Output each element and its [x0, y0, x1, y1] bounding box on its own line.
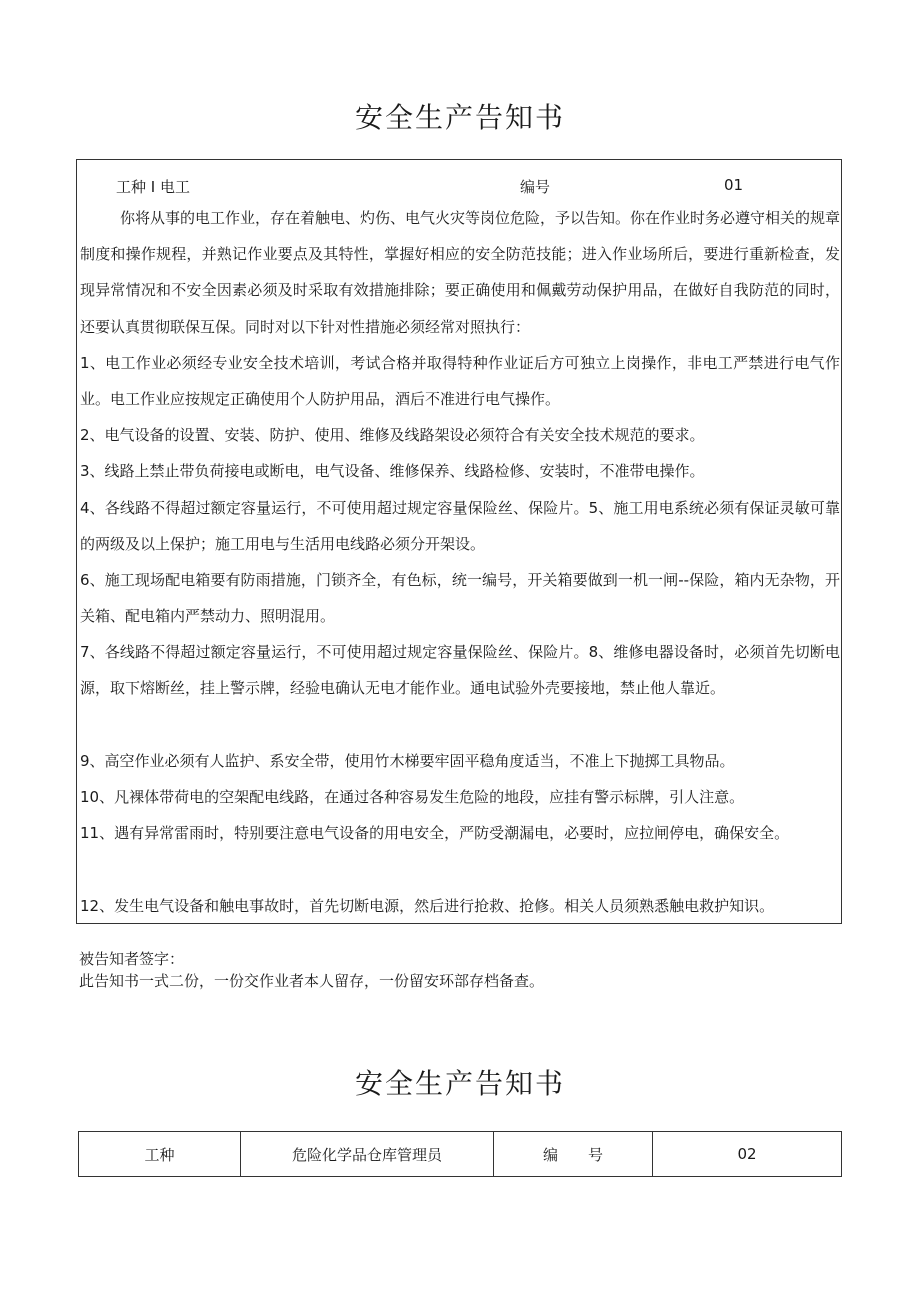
notice2-number-value: 02: [653, 1132, 842, 1177]
notice2-header-row: [79, 1132, 842, 1177]
notice1-intro: 你将从事的电工作业，存在着触电、灼伤、电气火灾等岗位危险，予以告知。你在作业时务必遵守相关的规章制度和操作规程，并熟记作业要点及其特性，掌握好相应的安全防范技能；进入作业场所后，要进行重新检查，发现异常情况和不安全因素必须及时采取有效措施排除；要正确使用和佩戴劳动保护用品，在做好自我防范的同时，还要认真贯彻联保互保。同时对以下针对性措施必须经常对照执行：: [80, 209, 841, 336]
notice1-item-6: 6、施工现场配电箱要有防雨措施，门锁齐全，有色标，统一编号，开关箱要做到一机一闸--保险，箱内无杂物，开关箱、配电箱内严禁动力、照明混用。: [80, 571, 840, 626]
notice2-title: 安全生产告知书: [354, 1067, 565, 1100]
copies-note: 此告知书一式二份，一份交作业者本人留存，一份留安环部存档备查。: [79, 972, 545, 990]
notice1-item-1: 1、电工作业必须经专业安全技术培训，考试合格并取得特种作业证后方可独立上岗操作，非电工严禁进行电气作业。电工作业应按规定正确使用个人防护用品，酒后不准进行电气操作。: [80, 354, 840, 409]
notice1-item-12: 12、发生电气设备和触电事故时，首先切断电源，然后进行抢救、抢修。相关人员须熟悉触电救护知识。: [80, 897, 775, 915]
notice1-item-7: 7、各线路不得超过额定容量运行，不可使用超过规定容量保险丝、保险片。8、维修电器设备时，必须首先切断电源，取下熔断丝，挂上警示牌，经验电确认无电才能作业。通电试验外壳要接地，禁止他人靠近。: [80, 643, 840, 698]
notice1-number-label: 编号: [520, 178, 551, 196]
notice2-header-table: [78, 1131, 842, 1177]
notice1-item-4: 4、各线路不得超过额定容量运行，不可使用超过规定容量保险丝、保险片。5、施工用电系统必须有保证灵敏可靠的两级及以上保护；施工用电与生活用电线路必须分开架设。: [80, 499, 840, 554]
notice1-item-9: 9、高空作业必须有人监护、系安全带，使用竹木梯要牢固平稳角度适当，不准上下抛掷工具物品。: [80, 752, 735, 770]
notice1-number-value: 01: [724, 176, 744, 194]
notice2-type-value: 危险化学品仓库管理员: [241, 1132, 494, 1177]
notice2-number-label: 编 号: [494, 1132, 653, 1177]
notice2-type-label: 工种: [79, 1132, 241, 1177]
notice1-job-type: 工种 I 电工: [116, 178, 190, 196]
signer-label: 被告知者签字：: [79, 950, 185, 968]
notice1-item-10: 10、凡裸体带荷电的空架配电线路，在通过各种容易发生危险的地段，应挂有警示标牌，引人注意。: [80, 788, 745, 806]
notice1-item-2: 2、电气设备的设置、安装、防护、使用、维修及线路架设必须符合有关安全技术规范的要求。: [80, 426, 705, 444]
notice1-item-11: 11、遇有异常雷雨时，特别要注意电气设备的用电安全，严防受潮漏电，必要时，应拉闸停电，确保安全。: [80, 824, 790, 842]
notice1-item-3: 3、线路上禁止带负荷接电或断电，电气设备、维修保养、线路检修、安装时，不准带电操作。: [80, 462, 705, 480]
notice1-title: 安全生产告知书: [354, 101, 565, 134]
